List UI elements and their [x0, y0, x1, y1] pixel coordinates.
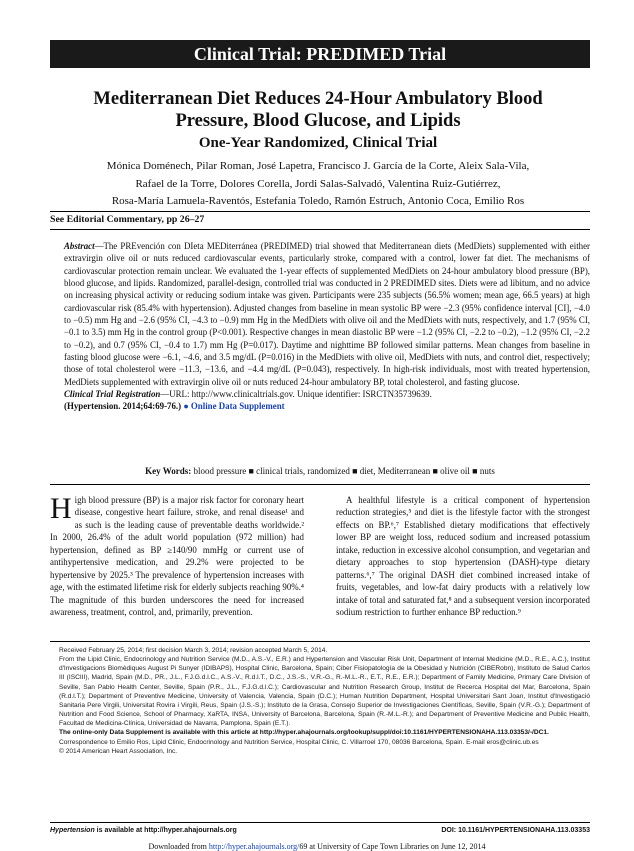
citation-line	[50, 400, 590, 412]
editorial-commentary-link[interactable]: See Editorial Commentary, pp 26–27	[50, 214, 205, 225]
title-line-2: Pressure, Blood Glucose, and Lipids	[175, 111, 461, 131]
author-line: Rafael de la Torre, Dolores Corella, Jordi Salas-Salvadó, Valentina Ruiz-Gutiérrez,	[135, 177, 501, 190]
author-list	[40, 158, 596, 211]
intro-column-left	[50, 494, 304, 619]
keywords	[50, 465, 590, 477]
author-line: Rosa-María Lamuela-Raventós, Estefania Toledo, Ramón Estruch, Antonio Coca, Emilio Ros	[111, 195, 525, 207]
intro-text: igh blood pressure (BP) is a major risk factor for coronary heart disease, congestive heart failure, stroke, and renal disease¹ and as such is the leading cause of preventable deaths worldwide.² In 2000, 26.4% of the adult world population (972 million) had hypertension, defined as BP ≥140/90 mmHg or current use of antihypertensive medication, and 29.2% were projected to be hypertensive by 2025.³ The prevalence of hypertension increases with age, with the estimated lifetime risk for elderly subjects reaching 90%.⁴ The magnitude of this burden underscores the need for increased awareness, treatment, control, and, primarily, prevention.	[50, 495, 304, 618]
page-number: 69	[299, 842, 308, 851]
divider	[50, 641, 590, 642]
citation: (Hypertension. 2014;64:69-76.)	[64, 401, 182, 412]
divider	[50, 211, 590, 212]
intro-paragraph	[50, 494, 304, 619]
divider	[50, 484, 590, 485]
keywords-text: blood pressure ■ clinical trials, randomized ■ diet, Mediterranean ■ olive oil ■ nuts	[193, 466, 495, 476]
journal-availability	[50, 826, 237, 835]
online-supplement-note	[50, 728, 590, 737]
download-link[interactable]: http://hyper.ahajournals.org/	[208, 842, 300, 851]
article-subtitle: One-Year Randomized, Clinical Trial	[198, 135, 438, 151]
registration	[50, 388, 590, 400]
online-supplement-text[interactable]: The online-only Data Supplement is available with this article at http://hyper.ahajournals.org/lookup/suppl/doi:10.1161/HYPERTENSIONAHA.113.03353/-/DC1.	[59, 729, 549, 737]
keywords-label: Key Words:	[145, 466, 192, 476]
intro-paragraph: A healthful lifestyle is a critical component of hypertension reduction strategies,⁵ and diet is the lifestyle factor with the strongest effects on BP.⁶,⁷ Established dietary modifications that effectively lower BP are weight loss, reduced sodium and increased potassium intake, reduction in excessive alcohol consumption, and vegetarian and dietary approaches to stop hypertension (DASH)-type dietary patterns.⁶,⁷ The original DASH diet combined increased intake of fruits, vegetables, and low-fat dairy products with a relatively low intake of total and saturated fat,⁸ and a subsequent version incorporated sodium restriction to further enhance BP reduction.⁹	[336, 495, 590, 618]
abstract-body	[50, 240, 590, 388]
download-suffix: at University of Cape Town Libraries on June 12, 2014	[307, 842, 486, 851]
journal-name: Hypertension	[50, 827, 95, 834]
registration-text: —URL: http://www.clinicaltrials.gov. Unique identifier: ISRCTN35739639.	[160, 389, 432, 400]
article-title	[40, 88, 596, 132]
registration-label: Clinical Trial Registration	[64, 389, 161, 400]
copyright: © 2014 American Heart Association, Inc.	[59, 747, 178, 755]
section-banner: Clinical Trial: PREDIMED Trial	[50, 40, 590, 68]
intro-column-right	[336, 494, 590, 619]
abstract	[50, 240, 590, 413]
drop-cap: H	[50, 492, 72, 525]
download-prefix: Downloaded from	[148, 842, 209, 851]
divider	[50, 822, 590, 823]
abstract-label: Abstract	[64, 241, 95, 251]
footnotes	[50, 646, 590, 756]
online-supplement-link[interactable]: ● Online Data Supplement	[183, 401, 285, 412]
divider	[50, 229, 590, 230]
received-dates: Received February 25, 2014; first decision March 3, 2014; revision accepted March 5, 2014.	[59, 647, 328, 654]
doi: DOI: 10.1161/HYPERTENSIONAHA.113.03353	[441, 827, 590, 834]
journal-url[interactable]: is available at http://hyper.ahajournals.org	[94, 827, 237, 834]
author-line: Mónica Doménech, Pilar Roman, José Lapetra, Francisco J. García de la Corte, Aleix Sala-Vila,	[106, 160, 530, 172]
affiliations: From the Lipid Clinic, Endocrinology and Nutrition Service (M.D., A.S.-V., E.R.) and Hypertension and Vascular Risk Unit, Department of Internal Medicine (M.D., R.E., A.C.), Institut d'Investigacions Biomèdiques August Pi Sunyer (IDIBAPS), Hospital Clinic, Barcelona, Spain; Ciber Fisiopatología de la Obesidad y Nutrición (CIBERobn), Instituto de Salud Carlos III (ISCIII), Madrid, Spain (M.D., PR., J.L., F.J.G.d.l.C., A.S.-V., R.d.l.T., D.C., J.S.-S., V.R.-G., R.-M.L.-R., E.T., R.E., E.R.); Department of Family Medicine, Primary Care Division of Seville, San Pablo Health Center, Seville, Spain (P.R., J.L., F.J.G.d.l.C.); Cardiovascular and Nutrition Research Group, Institut de Recerca Hospital del Mar, Barcelona, Spain (R.d.l.T.); Department of Preventive Medicine, University of Valencia, Valencia, Spain (D.C.); Human Nutrition Department, Hospital Universitari Sant Joan, Institut d'Investigació Sanitaria Pere Virgili, Universitat Rovira i Virgili, Reus, Spain (J.S.-S.); Instituto de la Grasa, Consejo Superior de Investigaciones Científicas, Seville, Spain (V.R.-G.); Department of Nutrition and Food Science, School of Pharmacy, XaRTA, INSA, University of Barcelona, Barcelona, Spain (R.-M.L.-R.); and Department of Preventive Medicine and Public Health, Facultad de Medicina-Clínica, Universidad de Navarra, Pamplona, Spain (E.T.).	[59, 656, 590, 728]
title-line-1: Mediterranean Diet Reduces 24-Hour Ambulatory Blood	[93, 89, 543, 109]
abstract-text: —The PREvención con DIeta MEDiterránea (PREDIMED) trial showed that Mediterranean diets (MedDiets) supplemented with either extravirgin olive oil or nuts reduced cardiovascular events, particularly stroke, compared with a control, lower fat diet. The mechanisms of cardiovascular protection remain unclear. We evaluated the 1-year effects of supplemented MedDiets on 24-hour ambulatory blood pressure (BP), blood glucose, and lipids. Randomized, parallel-design, controlled trial was conducted in 2 PREDIMED sites. Diets were ad libitum, and no advice on increasing physical activity or reducing sodium intake was given. Participants were 235 subjects (56.5% women; mean age, 66.5 years) at high cardiovascular risk (85.4% with hypertension). Adjusted changes from baseline in mean systolic BP were −2.3 (95% confidence interval [CI], −4.0 to −0.5) mm Hg and −2.6 (95% CI, −4.3 to −0.9) mm Hg in the MedDiets with olive oil and the MedDiets with nuts, respectively, and 1.7 (95% CI, −0.1 to 3.5) mm Hg in the control group (P<0.001). Respective changes in mean diastolic BP were −1.2 (95% CI, −2.2 to −0.2), −1.2 (95% CI, −2.2 to −0.2), and 0.7 (95% CI, −0.4 to 1.7) mm Hg (P=0.017). Daytime and nighttime BP followed similar patterns. Mean changes from baseline in fasting blood glucose were −6.1, −4.6, and 3.5 mg/dL (P=0.016) in the MedDiets with olive oil, MedDiets with nuts, and control diet, respectively; those of total cholesterol were −11.3, −13.6, and −4.4 mg/dL (P=0.043), respectively. In high-risk individuals, most with treated hypertension, MedDiets supplemented with extravirgin olive oil or nuts reduced 24-hour ambulatory BP, total cholesterol, and fasting glucose.	[64, 241, 590, 387]
download-notice	[0, 842, 634, 851]
correspondence: Correspondence to Emilio Ros, Lipid Clinic, Endocrinology and Nutrition Service, Hospital Clinic, C. Villarroel 170, 08036 Barcelona, Spain. E-mail eros@clinic.ub.es	[59, 738, 539, 746]
